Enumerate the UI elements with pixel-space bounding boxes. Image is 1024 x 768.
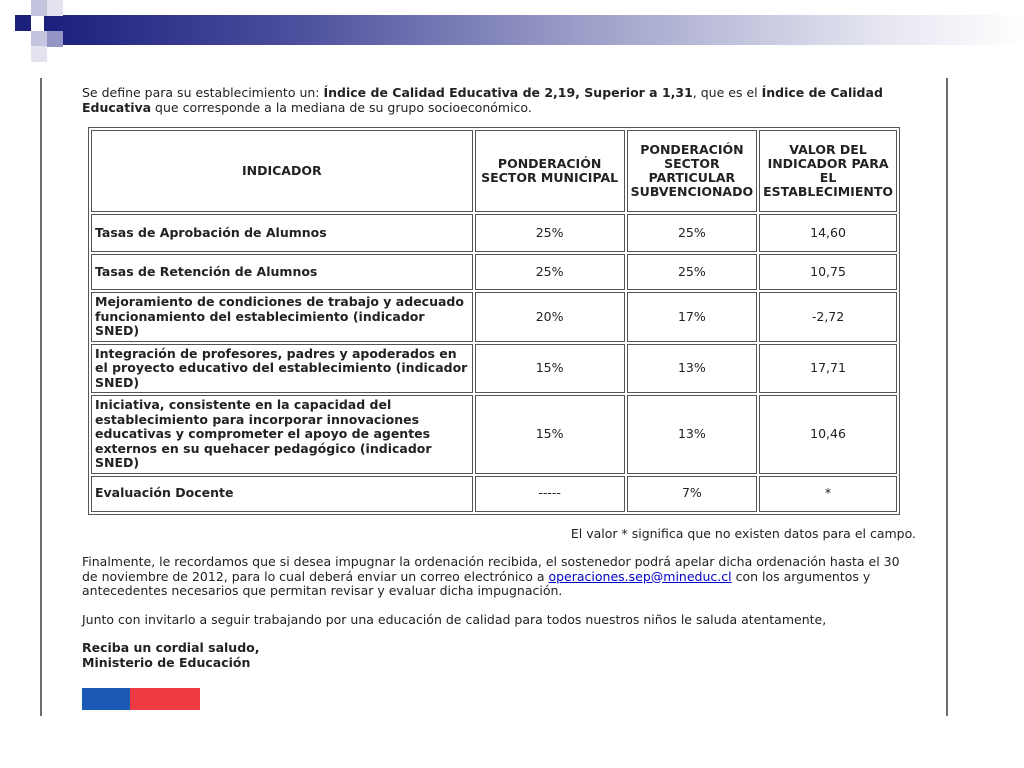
header-indicador: INDICADOR <box>91 130 473 212</box>
indicator-name: Iniciativa, consistente en la capacidad del establecimiento para incorporar innovaciones educativas y comprometer el apoyo de agentes externos en su quehacer pedagógico (indicador SNED) <box>91 395 473 474</box>
indicator-name: Tasas de Retención de Alumnos <box>91 254 473 290</box>
document-content <box>82 85 916 670</box>
indicator-table <box>88 127 900 515</box>
slide-header-band <box>0 0 1024 62</box>
indicator-value: * <box>759 476 897 512</box>
table-row <box>91 292 897 342</box>
closing-greeting: Reciba un cordial saludo, <box>82 640 260 655</box>
header-ponderacion-municipal: PONDERACIÓN SECTOR MUNICIPAL <box>475 130 625 212</box>
header-square-decoration <box>31 31 47 47</box>
header-square-decoration <box>15 15 31 31</box>
table-row <box>91 344 897 394</box>
header-square-decoration <box>47 31 63 47</box>
ponderacion-municipal: 15% <box>475 344 625 394</box>
indicator-value: 10,75 <box>759 254 897 290</box>
table-row <box>91 254 897 290</box>
indicator-value: -2,72 <box>759 292 897 342</box>
final-paragraph-text: con los argumentos y antecedentes necesarios que permitan revisar y evaluar dicha impugnación. <box>82 568 871 598</box>
indicator-name: Evaluación Docente <box>91 476 473 512</box>
indicator-value: 10,46 <box>759 395 897 474</box>
table-row <box>91 476 897 512</box>
closing-signature: Ministerio de Educación <box>82 654 251 670</box>
ministry-flag-logo <box>82 688 200 710</box>
ponderacion-particular: 13% <box>627 395 757 474</box>
indicator-name: Tasas de Aprobación de Alumnos <box>91 214 473 252</box>
intro-index-value: Índice de Calidad Educativa de 2,19, Superior a 1,31 <box>323 85 693 100</box>
ponderacion-particular: 17% <box>627 292 757 342</box>
indicator-value: 14,60 <box>759 214 897 252</box>
ponderacion-particular: 13% <box>627 344 757 394</box>
ponderacion-particular: 25% <box>627 214 757 252</box>
indicator-name: Integración de profesores, padres y apoderados en el proyecto educativo del establecimiento (indicador SNED) <box>91 344 473 394</box>
intro-index-name: Índice de Calidad Educativa <box>82 85 883 115</box>
intro-text: , que es el <box>692 85 762 100</box>
indicator-value: 17,71 <box>759 344 897 394</box>
ponderacion-municipal: ----- <box>475 476 625 512</box>
table-row <box>91 395 897 474</box>
header-square-decoration <box>47 0 63 16</box>
header-square-decoration <box>31 46 47 62</box>
invite-paragraph: Junto con invitarlo a seguir trabajando por una educación de calidad para todos nuestros niños le saluda atentamente, <box>82 611 827 627</box>
document-frame <box>40 78 948 716</box>
header-ponderacion-particular: PONDERACIÓN SECTOR PARTICULAR SUBVENCIONADO <box>627 130 757 212</box>
intro-paragraph <box>82 86 912 115</box>
ponderacion-municipal: 25% <box>475 214 625 252</box>
intro-text: Se define para su establecimiento un: <box>82 85 324 100</box>
final-paragraph-text: Finalmente, le recordamos que si desea impugnar la ordenación recibida, el sostenedor podrá apelar dicha ordenación hasta el 30 de noviembre de 2012, para lo cual deberá enviar un correo electrónico a <box>82 554 900 584</box>
table-row <box>91 214 897 252</box>
table-header-row <box>91 130 897 212</box>
header-valor-indicador: VALOR DEL INDICADOR PARA EL ESTABLECIMIENTO <box>759 130 897 212</box>
flag-blue-stripe <box>82 688 130 710</box>
indicator-name: Mejoramiento de condiciones de trabajo y adecuado funcionamiento del establecimiento (indicador SNED) <box>91 292 473 342</box>
ponderacion-municipal: 25% <box>475 254 625 290</box>
header-square-decoration <box>31 0 47 16</box>
flag-red-stripe <box>130 688 200 710</box>
final-paragraph <box>82 555 912 599</box>
ponderacion-municipal: 20% <box>475 292 625 342</box>
intro-text: que corresponde a la mediana de su grupo socioeconómico. <box>151 99 532 115</box>
ponderacion-municipal: 15% <box>475 395 625 474</box>
ponderacion-particular: 7% <box>627 476 757 512</box>
ponderacion-particular: 25% <box>627 254 757 290</box>
email-link[interactable]: operaciones.sep@mineduc.cl <box>548 568 732 584</box>
header-gradient-bar <box>44 15 1024 45</box>
table-footnote: El valor * significa que no existen datos para el campo. <box>570 525 916 541</box>
